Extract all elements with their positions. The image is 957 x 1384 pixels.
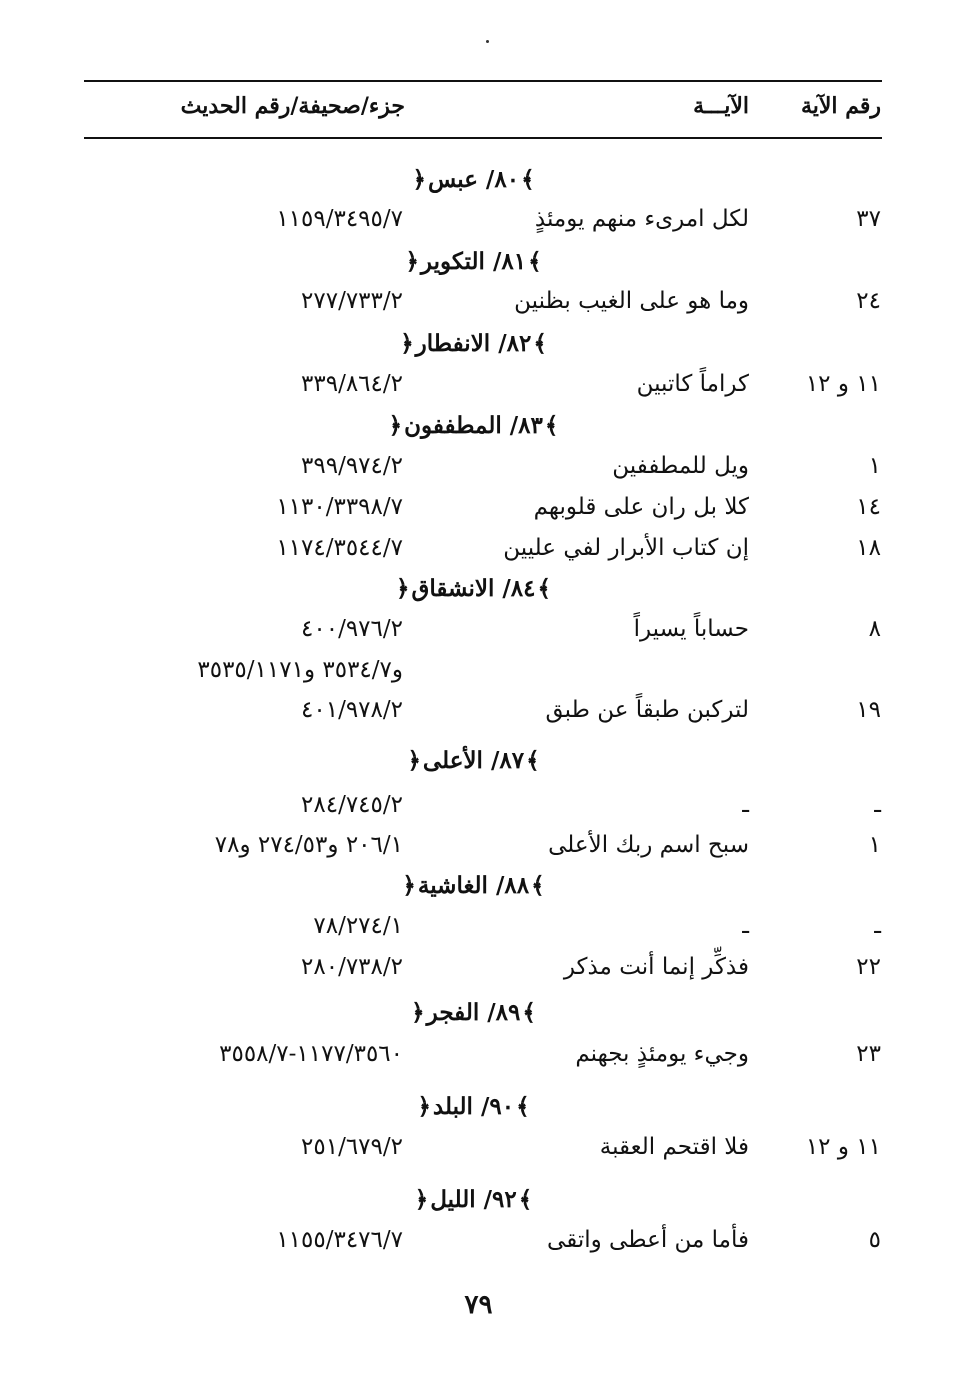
surah-heading: ﴾ ٩٢/ الليل ﴿ <box>0 1180 957 1220</box>
ayah-number: ١١ و ١٢ <box>805 1134 881 1160</box>
surah-heading-row <box>0 242 957 282</box>
ayah-number: ١٨ <box>856 535 881 561</box>
table-row <box>0 650 957 690</box>
ayah-number: ٢٢ <box>856 954 881 980</box>
ayah-text: وما هو على الغيب بظنين <box>514 288 749 314</box>
hadith-reference: ١١٥٩/٣٤٩٥/٧ <box>276 206 403 232</box>
surah-heading: ﴾ ٨١/ التكوير ﴿ <box>0 242 957 282</box>
ayah-number: ٨ <box>868 616 881 642</box>
ayah-text: ـ <box>742 792 749 818</box>
table-row <box>0 906 957 946</box>
ayah-text: إن كتاب الأبرار لفي عليين <box>503 535 749 561</box>
ayah-text: لتركبن طبقاً عن طبق <box>545 697 749 723</box>
page-number: ٧٩ <box>464 1290 493 1320</box>
surah-heading-row <box>0 569 957 609</box>
hadith-reference: ٢٨٤/٧٤٥/٢ <box>301 792 403 818</box>
header-ayah-number: رقم الآية <box>800 93 881 119</box>
surah-heading: ﴾ ٨٧/ الأعلى ﴿ <box>0 741 957 781</box>
surah-heading: ﴾ ٩٠/ البلد ﴿ <box>0 1087 957 1127</box>
ayah-number: ١٤ <box>856 494 881 520</box>
surah-heading-row <box>0 160 957 200</box>
hadith-reference: ٢٧٧/٧٣٣/٢ <box>301 288 403 314</box>
hadith-reference: ١١٧٧/٣٥٦٠-٣٥٥٨/٧ <box>219 1041 403 1067</box>
surah-heading-row <box>0 406 957 446</box>
table-row <box>0 947 957 987</box>
surah-heading: ﴾ ٨٢/ الانفطار ﴿ <box>0 324 957 364</box>
ayah-number: ١١ و ١٢ <box>805 371 881 397</box>
table-row <box>0 446 957 486</box>
ayah-text: لكل امرىء منهم يومئذٍ <box>534 206 749 232</box>
surah-heading: ﴾ ٨٩/ الفجر ﴿ <box>0 993 957 1033</box>
table-row <box>0 1127 957 1167</box>
ayah-text: ـ <box>742 913 749 939</box>
ayah-number: ٢٣ <box>856 1041 881 1067</box>
ayah-number: ٢٤ <box>856 288 881 314</box>
table-row <box>0 199 957 239</box>
ayah-text: فلا اقتحم العقبة <box>599 1134 749 1160</box>
ayah-text: سبح اسم ربك الأعلى <box>548 832 749 858</box>
surah-heading-row <box>0 866 957 906</box>
surah-heading: ﴾ ٨٣/ المطففون ﴿ <box>0 406 957 446</box>
table-row <box>0 785 957 825</box>
hadith-reference: ٣٩٩/٩٧٤/٢ <box>301 453 403 479</box>
table-row <box>0 609 957 649</box>
table-row <box>0 528 957 568</box>
ayah-number: ١ <box>868 832 881 858</box>
ayah-text: كراماً كاتبين <box>636 371 749 397</box>
ayah-number: ٣٧ <box>856 206 881 232</box>
table-row <box>0 364 957 404</box>
surah-heading: ﴾ ٨٤/ الانشقاق ﴿ <box>0 569 957 609</box>
hadith-reference: ١١٣٠/٣٣٩٨/٧ <box>276 494 403 520</box>
surah-heading: ﴾ ٨٨/ الغاشية ﴿ <box>0 866 957 906</box>
ayah-number: ـ <box>874 792 881 818</box>
hadith-reference: ١١٧٤/٣٥٤٤/٧ <box>276 535 403 561</box>
ayah-text: حساباً يسيراً <box>633 616 749 642</box>
ayah-text: وجيء يومئذٍ بجهنم <box>575 1041 749 1067</box>
ayah-number: ١ <box>868 453 881 479</box>
ayah-text: فأما من أعطى واتقى <box>547 1227 749 1253</box>
table-row <box>0 1220 957 1260</box>
surah-heading-row <box>0 741 957 781</box>
surah-heading-row <box>0 1180 957 1220</box>
table-row <box>0 281 957 321</box>
ayah-number: ١٩ <box>856 697 881 723</box>
hadith-reference: و٣٥٣٤/٧ و٣٥٣٥/١١٧١ <box>197 657 403 683</box>
table-row <box>0 1034 957 1074</box>
table-row <box>0 487 957 527</box>
header-reference: جزء/صحيفة/رقم الحديث <box>180 93 405 119</box>
surah-heading: ﴾ ٨٠/ عبس ﴿ <box>0 160 957 200</box>
ayah-text: فذكِّر إنما أنت مذكر <box>563 954 749 980</box>
table-row <box>0 690 957 730</box>
hadith-reference: ٤٠٠/٩٧٦/٢ <box>301 616 403 642</box>
hadith-reference: ١١٥٥/٣٤٧٦/٧ <box>276 1227 403 1253</box>
surah-heading-row <box>0 324 957 364</box>
hadith-reference: ٧٨/٢٧٤/١ <box>313 913 403 939</box>
ayah-number: ٥ <box>868 1227 881 1253</box>
ayah-text: ويل للمطففين <box>612 453 749 479</box>
header-ayah-text: الآيـــة <box>693 93 749 119</box>
ayah-text: كلا بل ران على قلوبهم <box>533 494 749 520</box>
surah-heading-row <box>0 1087 957 1127</box>
hadith-reference: ٢٥١/٦٧٩/٢ <box>301 1134 403 1160</box>
surah-heading-row <box>0 993 957 1033</box>
hadith-reference: ٢٨٠/٧٣٨/٢ <box>301 954 403 980</box>
ayah-number: ـ <box>874 913 881 939</box>
hadith-reference: ٣٣٩/٨٦٤/٢ <box>301 371 403 397</box>
hadith-reference: ٤٠١/٩٧٨/٢ <box>301 697 403 723</box>
table-row <box>0 825 957 865</box>
hadith-reference: ٢٠٦/١ و٢٧٤/٥٣ و٧٨ <box>214 832 403 858</box>
